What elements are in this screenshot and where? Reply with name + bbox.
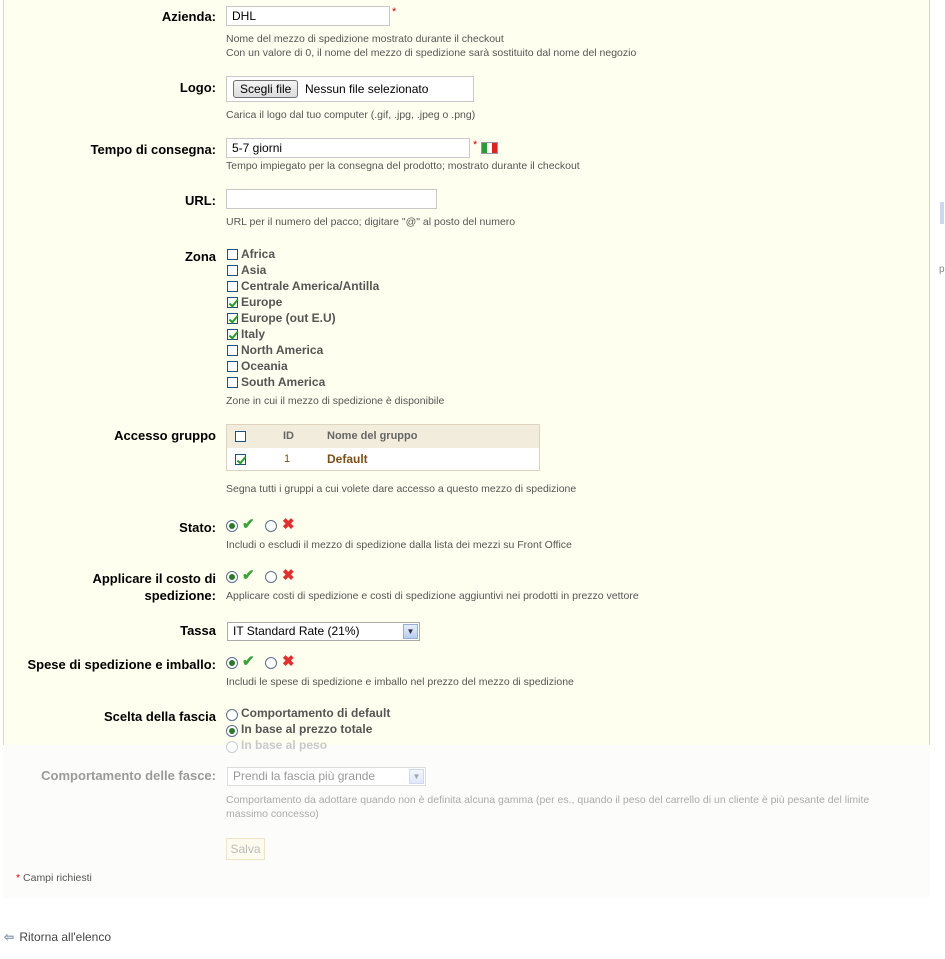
stato-label: Stato: [179, 520, 216, 535]
zona-checkbox-label: Europe (out E.U) [241, 311, 336, 325]
group-name: Default [327, 452, 368, 466]
fascia-default-radio[interactable] [226, 709, 238, 721]
zona-checkbox-label: South America [241, 375, 326, 389]
azienda-help-2: Con un valore di 0, il nome del mezzo di spedizione sarà sostituito dal nome del negozio [226, 47, 637, 59]
back-to-list-link[interactable] [4, 930, 111, 944]
italy-flag-icon[interactable] [481, 142, 498, 154]
logo-help: Carica il logo dal tuo computer (.gif, .jpg, .jpeg o .png) [226, 109, 476, 121]
fascia-prezzo-label: In base al prezzo totale [241, 722, 373, 736]
fascia-peso-radio[interactable] [226, 741, 238, 753]
scroll-edge-tab [940, 202, 944, 224]
cross-icon: ✖ [282, 653, 295, 670]
azienda-help: Nome del mezzo di spedizione mostrato durante il checkout [226, 33, 504, 45]
required-mark: * [473, 139, 478, 151]
spese-help: Includi le spese di spedizione e imballo nel prezzo del mezzo di spedizione [226, 676, 574, 688]
group-table-header [227, 425, 539, 448]
tassa-selected-value: IT Standard Rate (21%) [233, 624, 360, 638]
costo-disabled-radio[interactable] [265, 571, 277, 583]
azienda-label: Azienda: [161, 9, 216, 24]
stato-enabled-radio[interactable] [226, 520, 238, 532]
costo-label: Applicare il costo di [92, 571, 216, 586]
costo-help: Applicare costi di spedizione e costi di spedizione aggiuntivi nei prodotti in prezzo vettore [226, 590, 639, 602]
logo-file-input[interactable] [226, 76, 474, 102]
group-name-column-header: Nome del gruppo [327, 430, 418, 442]
tempo-help: Tempo impiegato per la consegna del prodotto; mostrato durante il checkout [226, 160, 580, 172]
stato-help: Includi o escludi il mezzo di spedizione dalla lista dei mezzi su Front Office [226, 539, 572, 551]
zona-label: Zona [184, 249, 216, 264]
required-fields-text: Campi richiesti [23, 872, 92, 884]
zona-checkbox[interactable] [227, 297, 238, 308]
zona-checkbox[interactable] [227, 377, 238, 388]
required-fields-note [16, 872, 92, 884]
fascia-peso-label: In base al peso [241, 738, 328, 752]
group-id: 1 [284, 453, 291, 465]
choose-file-button[interactable]: Scegli file [233, 80, 298, 98]
zona-help: Zone in cui il mezzo di spedizione è disponibile [226, 395, 445, 407]
tempo-label: Tempo di consegna: [90, 142, 216, 157]
chevron-down-icon[interactable]: ▼ [403, 624, 418, 639]
zona-checkbox[interactable] [227, 313, 238, 324]
fascia-label: Scelta della fascia [103, 709, 216, 724]
select-all-groups-checkbox[interactable] [235, 431, 246, 442]
comportamento-select[interactable] [227, 767, 426, 786]
tassa-label: Tassa [180, 623, 216, 638]
cross-icon: ✖ [282, 516, 295, 533]
cross-icon: ✖ [282, 567, 295, 584]
url-input[interactable] [226, 189, 437, 209]
comportamento-help-2: massimo concesso) [226, 808, 319, 820]
zona-checkbox[interactable] [227, 281, 238, 292]
comportamento-label: Comportamento delle fasce: [41, 768, 216, 783]
zona-checkbox[interactable] [227, 329, 238, 340]
edge-glyph: p [939, 264, 945, 275]
url-help: URL per il numero del pacco; digitare "@" al posto del numero [226, 216, 516, 228]
id-column-header: ID [283, 430, 294, 442]
back-arrow-icon: ⇦ [4, 930, 15, 944]
zona-checkbox-label: Asia [241, 263, 267, 277]
save-button[interactable]: Salva [226, 838, 265, 860]
comportamento-selected-value: Prendi la fascia più grande [233, 769, 376, 783]
zona-checkbox-label: Centrale America/Antilla [241, 279, 380, 293]
gruppo-label: Accesso gruppo [114, 428, 216, 443]
chevron-down-icon[interactable]: ▼ [409, 769, 424, 784]
fascia-prezzo-radio[interactable] [226, 725, 238, 737]
stato-disabled-radio[interactable] [265, 520, 277, 532]
check-icon: ✔ [242, 516, 255, 533]
logo-label: Logo: [179, 80, 216, 95]
file-status: Nessun file selezionato [305, 82, 429, 96]
spese-enabled-radio[interactable] [226, 657, 238, 669]
spese-disabled-radio[interactable] [265, 657, 277, 669]
url-label: URL: [184, 193, 216, 208]
tassa-select[interactable] [227, 622, 420, 641]
spese-label: Spese di spedizione e imballo: [27, 657, 216, 672]
comportamento-help: Comportamento da adottare quando non è definita alcuna gamma (per es., quando il peso del carrello di un cliente è più pesante del limite [226, 794, 870, 806]
costo-label-2: spedizione: [144, 588, 216, 603]
tempo-input[interactable] [226, 138, 470, 158]
zona-checkbox[interactable] [227, 249, 238, 260]
zona-checkbox-label: North America [241, 343, 324, 357]
check-icon: ✔ [242, 567, 255, 584]
azienda-input[interactable] [226, 6, 390, 26]
gruppo-help: Segna tutti i gruppi a cui volete dare accesso a questo mezzo di spedizione [226, 483, 577, 495]
fascia-default-label: Comportamento di default [241, 706, 391, 720]
group-table [226, 424, 540, 471]
check-icon: ✔ [242, 653, 255, 670]
back-link-text: Ritorna all'elenco [19, 930, 112, 944]
zona-checkbox[interactable] [227, 361, 238, 372]
zona-checkbox[interactable] [227, 265, 238, 276]
costo-enabled-radio[interactable] [226, 571, 238, 583]
zona-checkbox-label: Europe [241, 295, 283, 309]
group-row-checkbox[interactable] [235, 454, 246, 465]
zona-checkbox-label: Oceania [241, 359, 288, 373]
required-mark: * [16, 872, 21, 884]
zona-checkbox[interactable] [227, 345, 238, 356]
required-mark: * [392, 6, 397, 18]
zona-checkbox-label: Africa [241, 247, 276, 261]
zona-checkbox-label: Italy [241, 327, 266, 341]
